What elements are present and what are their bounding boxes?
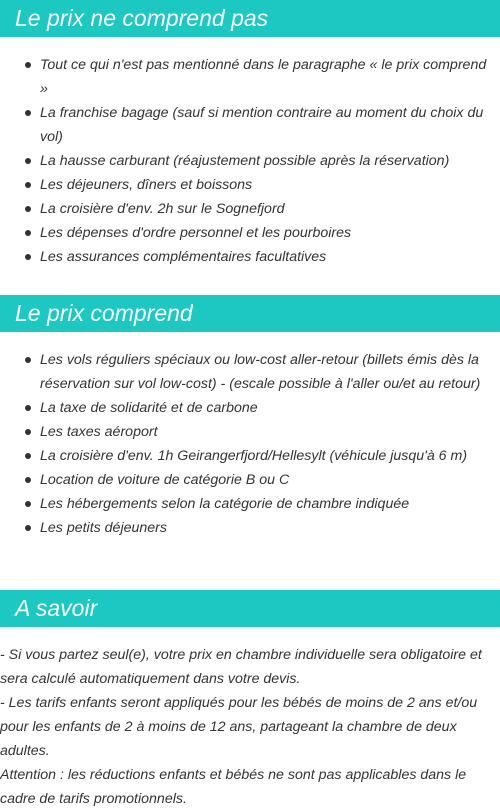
list-item [0, 420, 500, 444]
list-item-text: Les vols réguliers spéciaux ou low-cost aller-retour (billets émis dès la réservation sur vol low-cost) - (escale possible à l'aller ou/et au retour) [40, 352, 481, 392]
list-item [0, 221, 500, 245]
list-item [0, 348, 500, 396]
excluded-list [0, 53, 500, 269]
paragraph: Attention : les réductions enfants et bébés ne sont pas applicables dans le cadre de tarifs promotionnels. [0, 767, 467, 807]
list-item-text: Les assurances complémentaires facultatives [40, 249, 327, 265]
list-item-text: Location de voiture de catégorie B ou C [40, 472, 290, 488]
list-item-text: La hausse carburant (réajustement possible après la réservation) [40, 153, 450, 169]
bullet-icon [25, 453, 31, 459]
bullet-icon [25, 405, 31, 411]
bullet-icon [25, 158, 31, 164]
list-item-text: Les hébergements selon la catégorie de chambre indiquée [40, 496, 410, 512]
paragraph: - Les tarifs enfants seront appliqués pour les bébés de moins de 2 ans et/ou pour les enfants de 2 à moins de 12 ans, partageant la chambre de deux adultes. [0, 695, 478, 759]
bullet-icon [25, 357, 31, 363]
bullet-icon [25, 182, 31, 188]
list-item [0, 53, 500, 101]
list-item-text: Les taxes aéroport [40, 424, 158, 440]
list-item-text: La croisière d'env. 2h sur le Sognefjord [40, 201, 285, 217]
bullet-icon [25, 477, 31, 483]
list-item-text: La franchise bagage (sauf si mention contraire au moment du choix du vol) [40, 105, 484, 145]
list-item [0, 173, 500, 197]
list-item-text: Les dépenses d'ordre personnel et les pourboires [40, 225, 352, 241]
bullet-icon [25, 254, 31, 260]
list-item-text: La croisière d'env. 1h Geirangerfjord/Hellesylt (véhicule jusqu'à 6 m) [40, 448, 468, 464]
bullet-icon [25, 525, 31, 531]
list-item-text: Les déjeuners, dîners et boissons [40, 177, 253, 193]
bullet-icon [25, 429, 31, 435]
list-item-text: Tout ce qui n'est pas mentionné dans le paragraphe « le prix comprend » [40, 57, 487, 97]
section-title-excluded: Le prix ne comprend pas [0, 0, 500, 37]
list-item [0, 468, 500, 492]
included-list [0, 348, 500, 540]
paragraph: - Si vous partez seul(e), votre prix en chambre individuelle sera obligatoire et sera calculé automatiquement dans votre devis. [0, 647, 482, 687]
section-title-included: Le prix comprend [0, 295, 500, 332]
list-item [0, 444, 500, 468]
list-item [0, 245, 500, 269]
list-item [0, 516, 500, 540]
list-item-text: La taxe de solidarité et de carbone [40, 400, 258, 416]
bullet-icon [25, 230, 31, 236]
list-item [0, 197, 500, 221]
section-title-good-to-know: A savoir [0, 590, 500, 627]
bullet-icon [25, 62, 31, 68]
bullet-icon [25, 501, 31, 507]
list-item [0, 492, 500, 516]
bullet-icon [25, 206, 31, 212]
good-to-know-text [0, 643, 500, 811]
list-item [0, 396, 500, 420]
list-item [0, 101, 500, 149]
bullet-icon [25, 110, 31, 116]
list-item-text: Les petits déjeuners [40, 520, 167, 536]
list-item [0, 149, 500, 173]
